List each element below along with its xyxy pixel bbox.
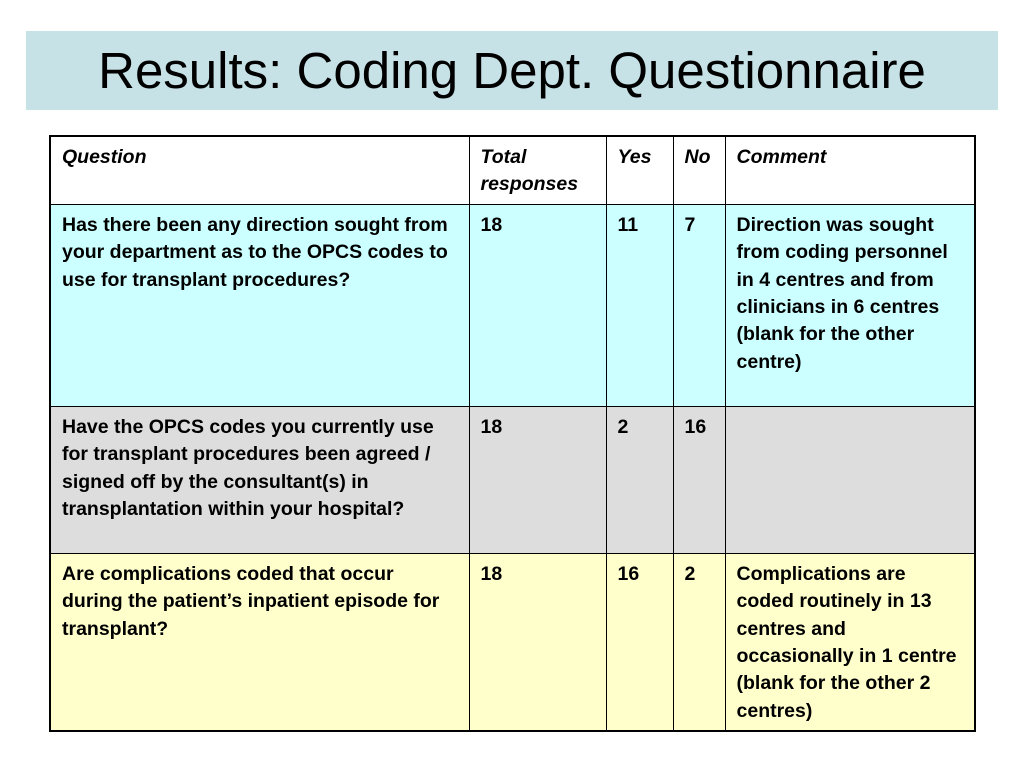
cell-comment: Direction was sought from coding personnel in 4 centres and from clinicians in 6 centres (blank for the other centre) bbox=[725, 204, 975, 406]
cell-comment bbox=[725, 406, 975, 553]
header-comment: Comment bbox=[725, 136, 975, 204]
header-question: Question bbox=[50, 136, 469, 204]
table-header-row bbox=[50, 136, 975, 204]
table-row bbox=[50, 204, 975, 406]
header-total-responses: Total responses bbox=[469, 136, 606, 204]
cell-yes: 11 bbox=[606, 204, 673, 406]
cell-yes: 16 bbox=[606, 553, 673, 731]
header-no: No bbox=[673, 136, 725, 204]
header-yes: Yes bbox=[606, 136, 673, 204]
cell-question: Have the OPCS codes you currently use for transplant procedures been agreed / signed off by the consultant(s) in transplantation within your hospital? bbox=[50, 406, 469, 553]
cell-no: 2 bbox=[673, 553, 725, 731]
cell-total-responses: 18 bbox=[469, 204, 606, 406]
cell-total-responses: 18 bbox=[469, 406, 606, 553]
cell-comment: Complications are coded routinely in 13 centres and occasionally in 1 centre (blank for the other 2 centres) bbox=[725, 553, 975, 731]
slide-title: Results: Coding Dept. Questionnaire bbox=[98, 42, 926, 99]
table-row bbox=[50, 406, 975, 553]
cell-question: Has there been any direction sought from your department as to the OPCS codes to use for transplant procedures? bbox=[50, 204, 469, 406]
cell-total-responses: 18 bbox=[469, 553, 606, 731]
cell-no: 16 bbox=[673, 406, 725, 553]
cell-yes: 2 bbox=[606, 406, 673, 553]
table-row bbox=[50, 553, 975, 731]
results-table bbox=[49, 135, 976, 732]
cell-no: 7 bbox=[673, 204, 725, 406]
cell-question: Are complications coded that occur during the patient’s inpatient episode for transplant? bbox=[50, 553, 469, 731]
title-band bbox=[26, 31, 998, 110]
